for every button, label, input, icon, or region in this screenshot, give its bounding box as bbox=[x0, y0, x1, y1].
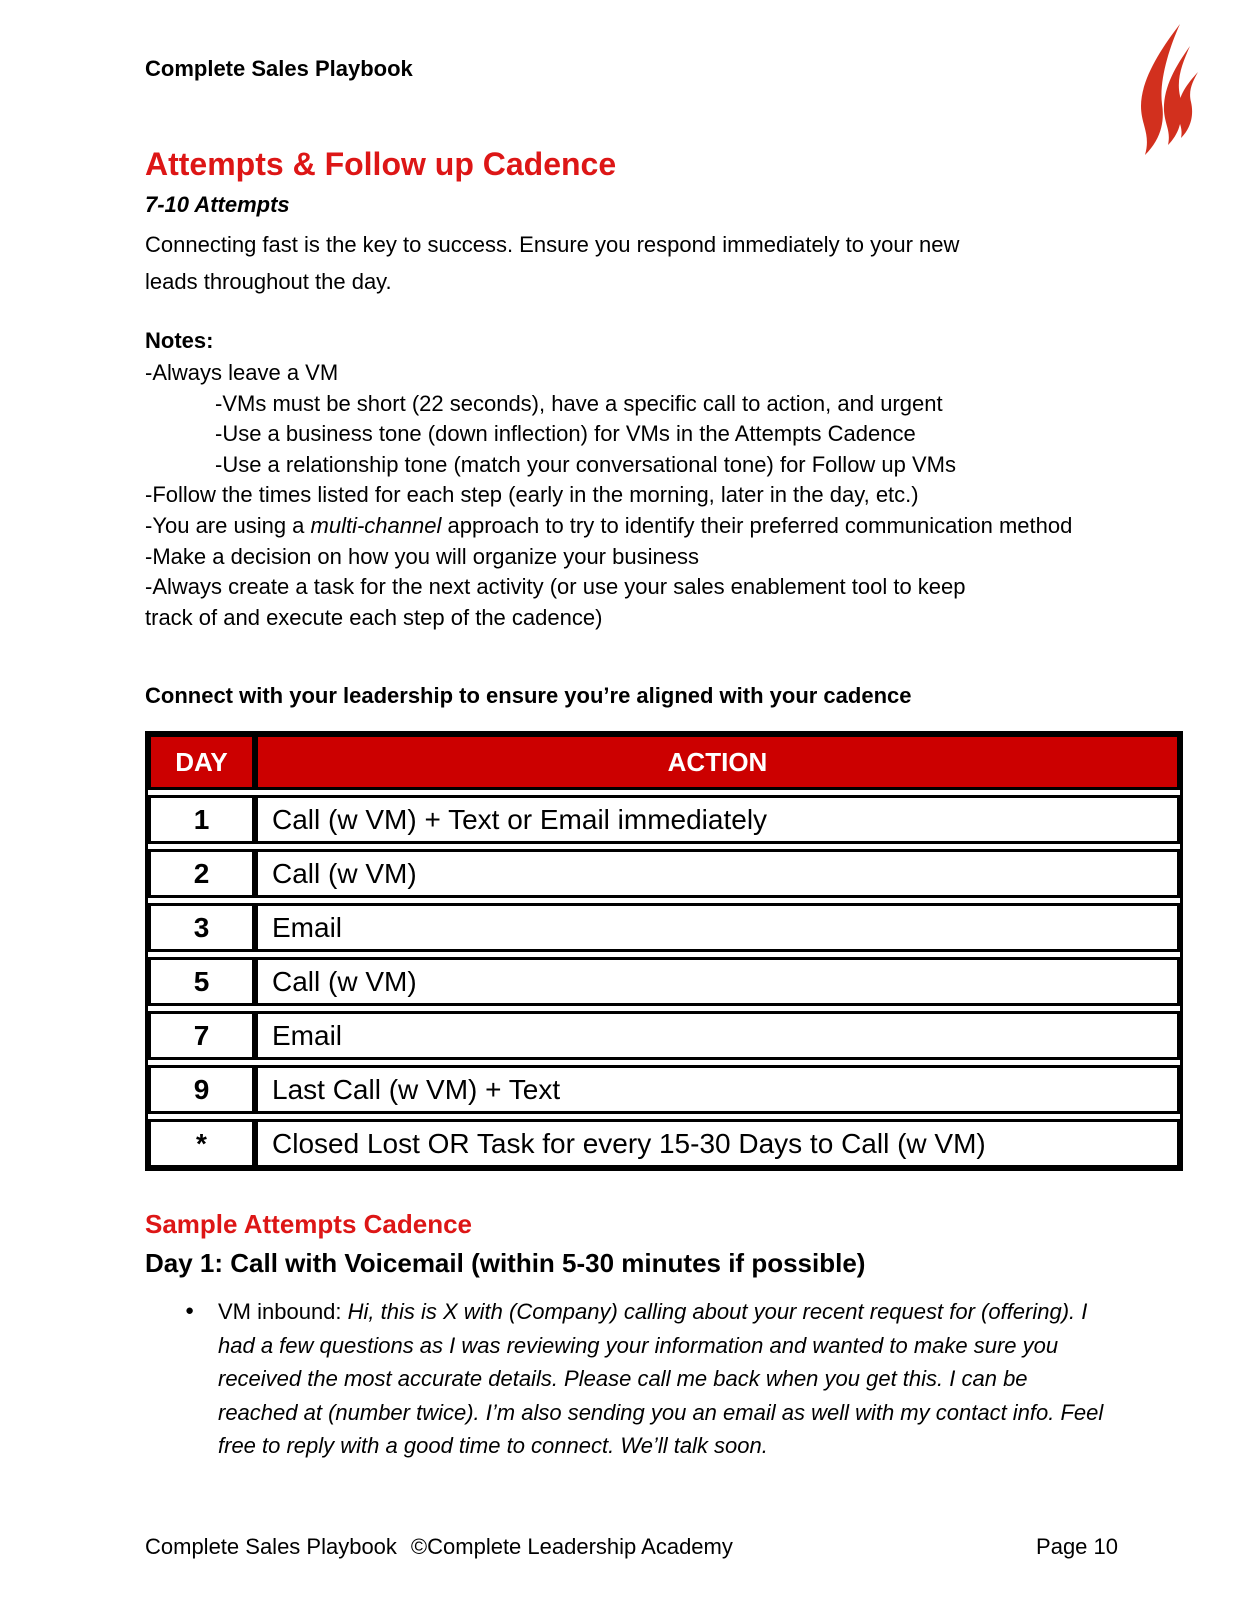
table-row bbox=[148, 1011, 1180, 1060]
intro-line: Connecting fast is the key to success. Ensure you respond immediately to your new bbox=[145, 232, 960, 257]
day1-heading: Day 1: Call with Voicemail (within 5-30 minutes if possible) bbox=[145, 1248, 866, 1279]
day-cell: 5 bbox=[151, 960, 255, 1003]
note-line: -Always create a task for the next activity (or use your sales enablement tool to keep bbox=[145, 574, 966, 600]
day-cell: 1 bbox=[151, 798, 255, 841]
intro-paragraph bbox=[145, 226, 1183, 300]
table-row bbox=[148, 903, 1180, 952]
table-row bbox=[148, 1119, 1180, 1168]
notes-list bbox=[145, 358, 1183, 633]
note-line: -Make a decision on how you will organize your business bbox=[145, 543, 699, 569]
table-row bbox=[148, 795, 1180, 844]
flame-logo-icon bbox=[1126, 24, 1198, 156]
connect-leadership-line: Connect with your leadership to ensure you’re aligned with your cadence bbox=[145, 683, 912, 709]
cadence-table bbox=[145, 731, 1183, 1171]
action-cell: Last Call (w VM) + Text bbox=[255, 1068, 1177, 1111]
footer-page-number: Page 10 bbox=[1036, 1534, 1118, 1559]
action-header-cell: ACTION bbox=[255, 737, 1177, 787]
page-footer bbox=[145, 1534, 1183, 1560]
note-line: -You are using a multi-channel approach to try to identify their preferred communication method bbox=[145, 512, 1073, 538]
action-cell: Call (w VM) bbox=[255, 960, 1177, 1003]
note-line: -Always leave a VM bbox=[145, 360, 339, 385]
table-row bbox=[148, 849, 1180, 898]
note-line: -Follow the times listed for each step (early in the morning, later in the day, etc.) bbox=[145, 482, 919, 508]
footer-doc-title: Complete Sales Playbook bbox=[145, 1534, 397, 1559]
table-header-row bbox=[148, 734, 1180, 790]
section-title: Attempts & Follow up Cadence bbox=[145, 146, 617, 182]
note-line: -Use a business tone (down inflection) for VMs in the Attempts Cadence bbox=[215, 421, 916, 447]
intro-line: leads throughout the day. bbox=[145, 269, 392, 294]
note-line: -VMs must be short (22 seconds), have a specific call to action, and urgent bbox=[215, 390, 943, 416]
action-cell: Closed Lost OR Task for every 15-30 Days to Call (w VM) bbox=[255, 1122, 1177, 1165]
vm-script-body: Hi, this is X with (Company) calling about your recent request for (offering). I had a few questions as I was reviewing your information and wanted to make sure you received the most accurate details. Please call me back when you get this. I can be reached at (number twice). I’m also sending you an email as well with my contact info. Feel free to reply with a good time to connect. We’ll talk soon. bbox=[218, 1299, 1104, 1459]
section-subtitle: 7-10 Attempts bbox=[145, 192, 290, 217]
sample-cadence-heading: Sample Attempts Cadence bbox=[145, 1209, 473, 1240]
action-cell: Email bbox=[255, 1014, 1177, 1057]
bullet-icon: ● bbox=[185, 1302, 195, 1320]
footer-copyright: ©Complete Leadership Academy bbox=[410, 1534, 733, 1559]
table-row bbox=[148, 1065, 1180, 1114]
day-cell: 3 bbox=[151, 906, 255, 949]
doc-title: Complete Sales Playbook bbox=[145, 56, 413, 81]
note-line: -Use a relationship tone (match your conversational tone) for Follow up VMs bbox=[215, 451, 957, 477]
day-cell: 7 bbox=[151, 1014, 255, 1057]
table-row bbox=[148, 957, 1180, 1006]
day-cell: 2 bbox=[151, 852, 255, 895]
footer-left bbox=[145, 1534, 733, 1560]
note-line: track of and execute each step of the cadence) bbox=[145, 604, 603, 630]
action-cell: Email bbox=[255, 906, 1177, 949]
notes-label: Notes: bbox=[145, 328, 214, 353]
vm-script-text bbox=[218, 1295, 1113, 1463]
vm-script-lead: VM inbound: bbox=[218, 1299, 348, 1325]
action-cell: Call (w VM) bbox=[255, 852, 1177, 895]
day-header-cell: DAY bbox=[151, 737, 255, 787]
action-cell: Call (w VM) + Text or Email immediately bbox=[255, 798, 1177, 841]
day-cell: * bbox=[151, 1122, 255, 1165]
day-cell: 9 bbox=[151, 1068, 255, 1111]
vm-bullet-item bbox=[185, 1295, 1183, 1463]
